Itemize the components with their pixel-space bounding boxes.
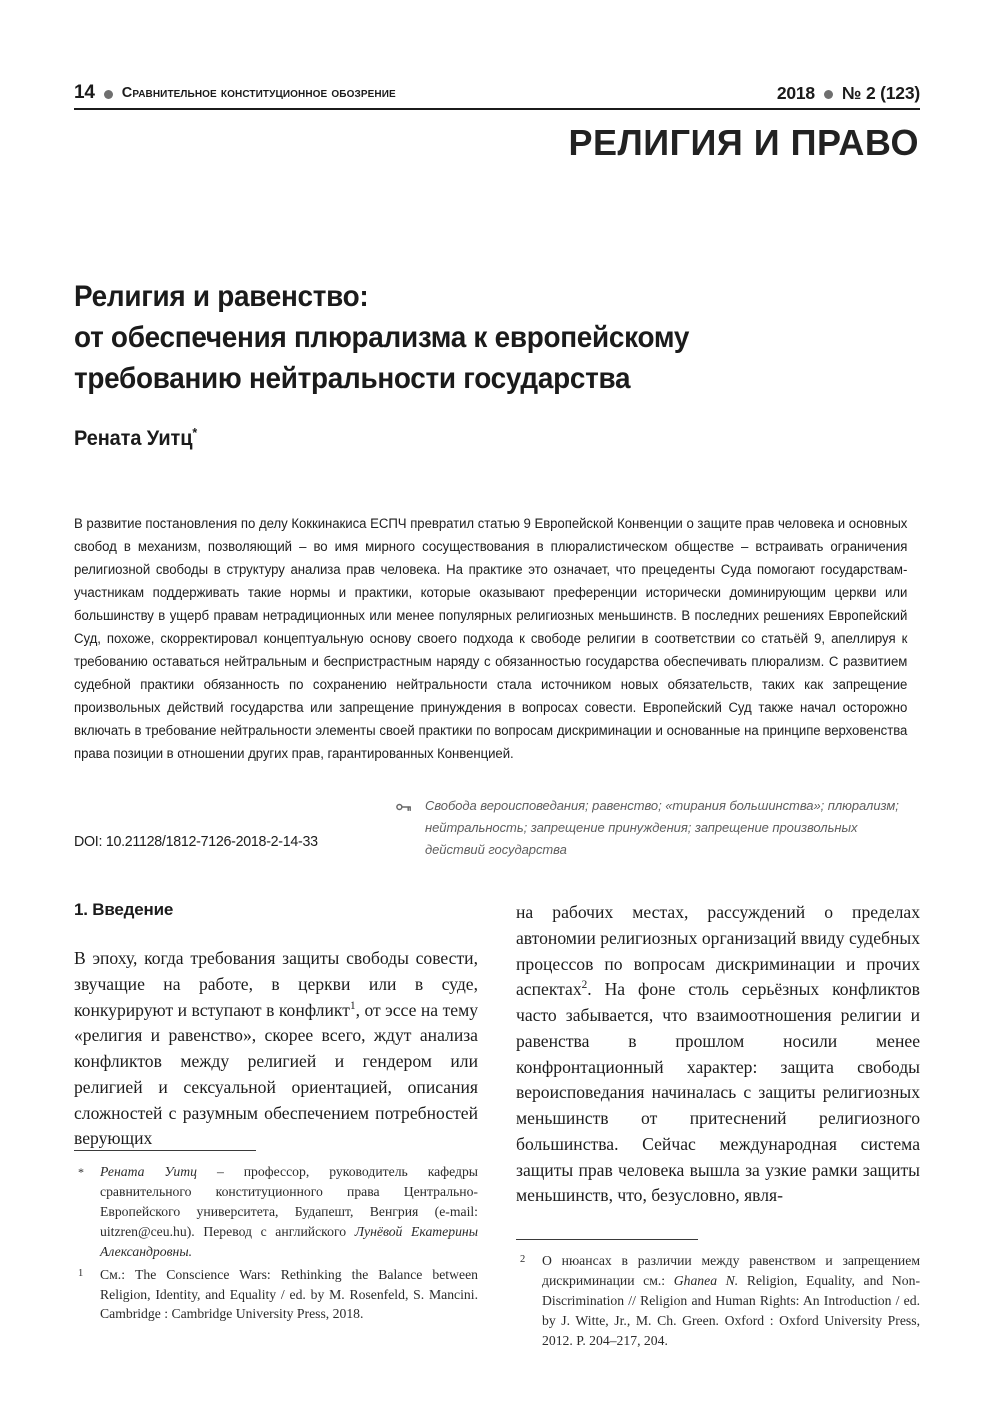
author-label: Рената Уитц: [74, 427, 193, 451]
paragraph-right-part2: . На фоне столь серьёзных конфликтов часто забывается, что взаимоотношения религии и равенства в прошлом носили менее конфронтационный характер: защита свободы вероисповедания начиналась с защиты религиозных меньшинств от притеснений религиозного большинства. Сейчас международная система защиты прав человека вышла за узкие рамки защиты меньшинств, что, безусловно, явля-: [516, 979, 920, 1206]
footnote-item: [74, 1162, 478, 1261]
footnote-text: См.: The Conscience Wars: Rethinking the Balance between Religion, Identity, and Equality / ed. by M. Rosenfeld, S. Mancini. Cambridge : Cambridge University Press, 2018.: [100, 1266, 478, 1322]
footnote-marker: *: [78, 1165, 84, 1180]
keywords-text: Свобода вероисповедания; равенство; «тирания большинства»; плюрализм; нейтральность; запрещение принуждения; запрещение произвольных действий государства: [425, 798, 899, 858]
footnote-text-before: О нюансах в различии между равенством и запрещением дискриминации см.:: [542, 1253, 920, 1289]
title-line-1: Религия и равенство:: [74, 280, 369, 313]
footnote-text-after: Religion, Equality, and Non-Discrimination // Religion and Human Rights: An Introduction / ed. by J. Witte, Jr., M. Ch. Green. Oxford : Oxford University Press, 2012. P. 204–217, 204.: [542, 1273, 920, 1348]
footnote-ref-2[interactable]: 2: [581, 979, 588, 992]
page-title: [74, 276, 818, 399]
footnotes-left: [74, 1150, 478, 1327]
running-head-left: [74, 82, 396, 104]
footnotes-right: [516, 1239, 920, 1354]
bullet-dot-icon: [104, 90, 113, 99]
footnote-marker: 2: [520, 1254, 526, 1266]
footnote-text: [542, 1251, 920, 1350]
running-head: [74, 74, 920, 104]
footnote-translator: Лунёвой Екатерины Александровны.: [100, 1223, 478, 1259]
issue-number: № 2 (123): [841, 83, 920, 103]
footnote-text: [100, 1162, 478, 1261]
paragraph-right-part1: на рабочих местах, рассуждений о пределах автономии религиозных организаций ввиду судебных процессов по вопросам дискриминации и прочих аспектах: [516, 902, 920, 1000]
footnote-divider: [74, 1150, 256, 1151]
doi: DOI: 10.21128/1812-7126-2018-2-14-33: [74, 833, 318, 850]
journal-name: сравнительное конституционное обозрение: [121, 85, 396, 101]
footnote-item: [516, 1251, 920, 1350]
abstract: В развитие постановления по делу Коккинакиса ЕСПЧ превратил статью 9 Европейской Конвенции о защите прав человека и основных свобод в механизм, позволяющий – во имя мирного сосуществования в плюралистическом обществе – встраивать ограничения религиозной свободы в структуру анализа прав человека. На практике это означает, что прецеденты Суда помогают государствам-участникам поддерживать такие нормы и практики, которые оказывают преференции исторически доминирующим церкви или большинству в ущерб правам нетрадиционных или менее популярных религиозных меньшинств. В последних решениях Европейский Суд, похоже, скорректировал концептуальную основу своего подхода к свободе религии в соответствии со статьёй 9, апеллируя к требованию оставаться нейтральным и беспристрастным наряду с обязанностью государства обеспечивать плюрализм. С развитием судебной практики обязанность по сохранению нейтральности стала источником новых обязательств, таких как запрещение произвольных действий государства или запрещение принуждения в вопросах совести. Европейский Суд также начал осторожно включать в требование нейтральности элементы своей практики по вопросам дискриминации и основанные на принципе верховенства права позиции в отношении других прав, гарантированных Конвенцией.: [74, 516, 908, 762]
footnote-ref-1[interactable]: 1: [349, 999, 356, 1012]
issue-year: 2018: [776, 83, 815, 103]
paragraph-left-part1: В эпоху, когда требования защиты свободы совести, звучащие на работе, в церкви или в суде, конкурируют и вступают в конфликт: [74, 948, 478, 1020]
title-line-2: от обеспечения плюрализма к европейскому: [74, 321, 690, 355]
footnote-cited-author: Ghanea N.: [673, 1273, 739, 1289]
running-head-right: [777, 83, 920, 104]
keywords-block: [396, 795, 920, 862]
paragraph-left-part2: , от эссе на тему «религия и равенство», скорее всего, ждут анализа конфликтов между религией и гендером или религией и сексуальной ориентацией, описания сложностей с разумным обеспечением потребностей верующих: [74, 999, 479, 1149]
body-column-right: [516, 900, 920, 1209]
footnote-author-info: – профессор, руководитель кафедры сравнительного конституционного права Центрально-Европейского университета, Будапешт, Венгрия (e-mail: uitzren@ceu.hu). Перевод с английского: [100, 1164, 479, 1239]
author-name: [74, 425, 834, 451]
title-block: [74, 276, 874, 451]
bullet-dot-icon: [824, 90, 833, 99]
section-rubric: РЕЛИГИЯ И ПРАВО: [568, 122, 919, 163]
paragraph-right: [516, 900, 920, 1209]
footnote-author-name: Рената Уитц: [100, 1164, 197, 1180]
key-icon: [396, 799, 412, 815]
page-number: 14: [74, 82, 95, 103]
title-line-3: требованию нейтральности государства: [74, 362, 631, 396]
paragraph-left: [74, 946, 478, 1152]
footnote-marker: 1: [78, 1267, 84, 1279]
header-divider: [74, 108, 920, 110]
author-footnote-marker: *: [192, 425, 198, 441]
section-heading: 1. Введение: [74, 900, 174, 919]
footnote-item: [74, 1265, 478, 1325]
body-column-left: [74, 900, 478, 1152]
footnote-divider: [516, 1239, 698, 1240]
